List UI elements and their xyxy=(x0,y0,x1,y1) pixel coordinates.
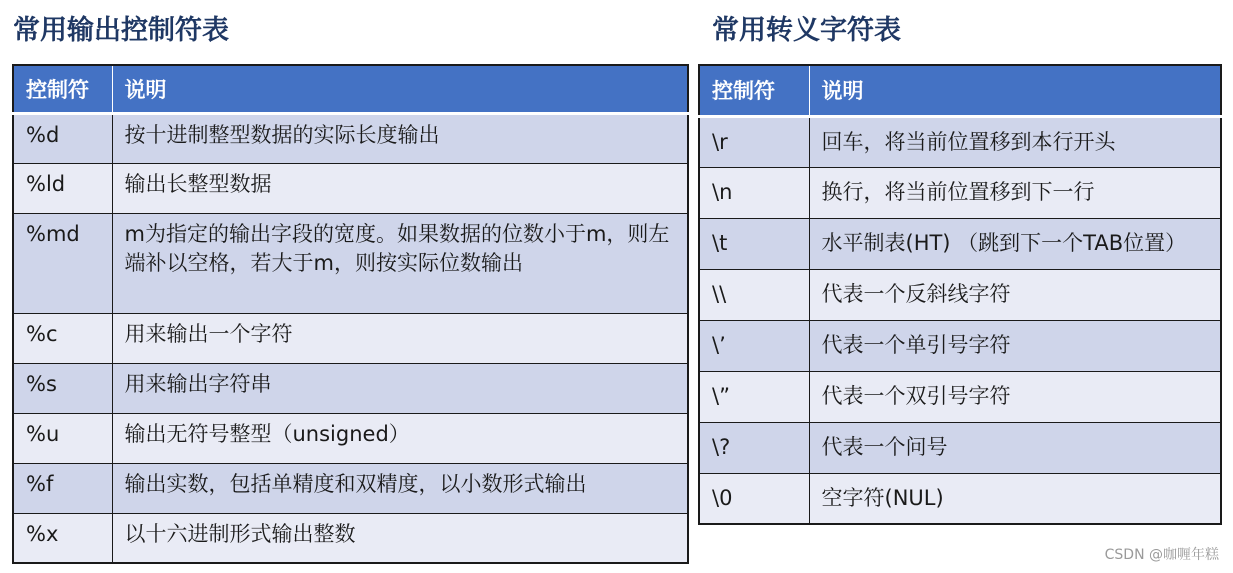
specifier-cell: %u xyxy=(13,413,112,463)
escape-cell: \0 xyxy=(699,473,809,524)
description-cell: 回车，将当前位置移到本行开头 xyxy=(809,116,1221,167)
table-row xyxy=(13,313,688,363)
specifier-cell: %x xyxy=(13,513,112,563)
table-row xyxy=(13,213,688,313)
output-specifier-table xyxy=(12,64,689,564)
description-cell: 代表一个双引号字符 xyxy=(809,371,1221,422)
table-row xyxy=(699,116,1221,167)
table-row xyxy=(699,371,1221,422)
description-cell: 代表一个单引号字符 xyxy=(809,320,1221,371)
table-header-row xyxy=(699,65,1221,116)
table-row xyxy=(699,473,1221,524)
table-row xyxy=(13,463,688,513)
table-row xyxy=(699,218,1221,269)
description-cell: 按十进制整型数据的实际长度输出 xyxy=(112,113,688,163)
header-description: 说明 xyxy=(809,65,1221,116)
specifier-cell: %ld xyxy=(13,163,112,213)
table-row xyxy=(13,113,688,163)
table-row xyxy=(13,513,688,563)
table-header-row xyxy=(13,65,688,113)
description-cell: 输出实数，包括单精度和双精度，以小数形式输出 xyxy=(112,463,688,513)
header-specifier: 控制符 xyxy=(13,65,112,113)
table-row xyxy=(699,269,1221,320)
escape-cell: \’ xyxy=(699,320,809,371)
table-row xyxy=(699,320,1221,371)
description-cell: 换行，将当前位置移到下一行 xyxy=(809,167,1221,218)
description-cell: 代表一个反斜线字符 xyxy=(809,269,1221,320)
description-cell: 水平制表(HT) （跳到下一个TAB位置） xyxy=(809,218,1221,269)
description-cell: 以十六进制形式输出整数 xyxy=(112,513,688,563)
specifier-cell: %f xyxy=(13,463,112,513)
header-description: 说明 xyxy=(112,65,688,113)
csdn-watermark: CSDN @咖喱年糕 xyxy=(1104,547,1219,563)
escape-cell: \\ xyxy=(699,269,809,320)
description-cell: 输出无符号整型（unsigned） xyxy=(112,413,688,463)
escape-cell: \” xyxy=(699,371,809,422)
table-row xyxy=(699,167,1221,218)
table-row xyxy=(13,163,688,213)
escape-cell: \t xyxy=(699,218,809,269)
escape-cell: \r xyxy=(699,116,809,167)
escape-character-table-title: 常用转义字符表 xyxy=(712,15,901,46)
header-specifier: 控制符 xyxy=(699,65,809,116)
description-cell: 用来输出一个字符 xyxy=(112,313,688,363)
escape-character-table xyxy=(698,64,1222,525)
description-cell: 空字符(NUL) xyxy=(809,473,1221,524)
specifier-cell: %c xyxy=(13,313,112,363)
specifier-cell: %d xyxy=(13,113,112,163)
specifier-cell: %md xyxy=(13,213,112,313)
escape-cell: \? xyxy=(699,422,809,473)
output-specifier-table-title: 常用输出控制符表 xyxy=(13,15,229,46)
specifier-cell: %s xyxy=(13,363,112,413)
description-cell: 输出长整型数据 xyxy=(112,163,688,213)
table-row xyxy=(699,422,1221,473)
description-cell: 代表一个问号 xyxy=(809,422,1221,473)
escape-cell: \n xyxy=(699,167,809,218)
description-cell: 用来输出字符串 xyxy=(112,363,688,413)
table-row xyxy=(13,413,688,463)
table-row xyxy=(13,363,688,413)
description-cell: m为指定的输出字段的宽度。如果数据的位数小于m，则左端补以空格，若大于m，则按实际位数输出 xyxy=(112,213,688,313)
